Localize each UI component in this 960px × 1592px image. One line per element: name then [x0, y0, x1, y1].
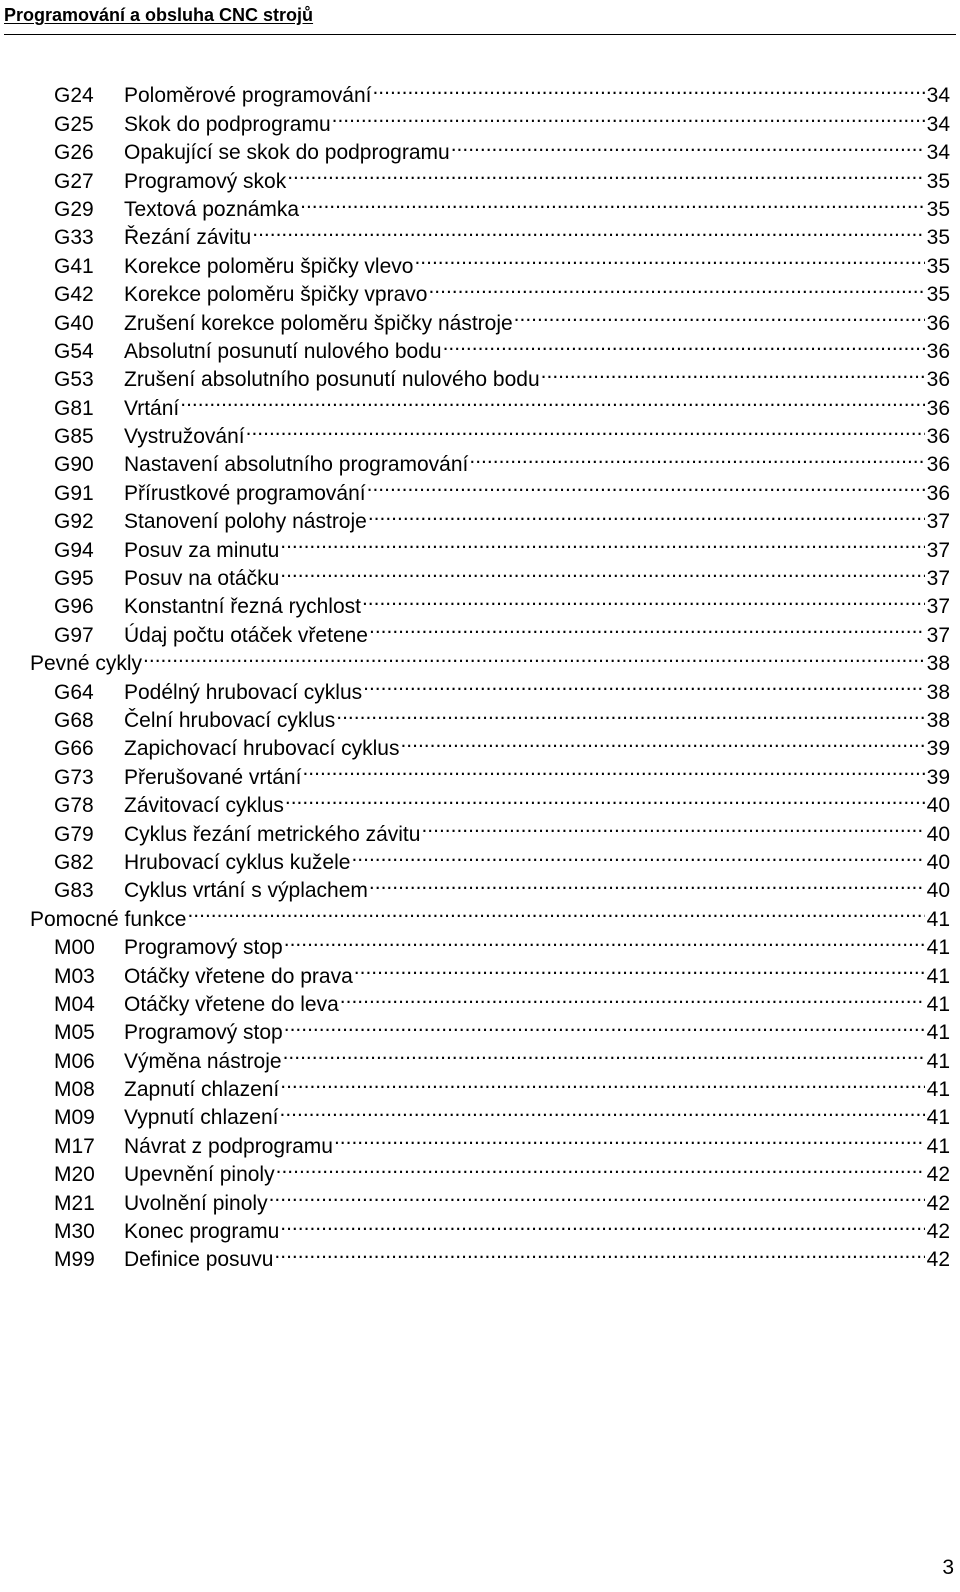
toc-entry-page: 41 [926, 964, 950, 988]
toc-entry-code: M09 [54, 1106, 95, 1130]
toc-entry-title: Zapichovací hrubovací cyklus [124, 737, 400, 761]
toc-dot-leader [362, 670, 925, 698]
toc-entry-code: G90 [54, 453, 94, 477]
toc-entry-code: G33 [54, 226, 94, 250]
toc-entry-code: M03 [54, 964, 95, 988]
toc-entry-code: G96 [54, 595, 94, 619]
toc-entry-code: G54 [54, 339, 94, 363]
toc-dot-leader [279, 1068, 924, 1096]
toc-dot-leader [366, 471, 925, 499]
toc-entry-page: 36 [926, 396, 950, 420]
toc-dot-leader [284, 784, 925, 812]
toc-entry-page: 42 [926, 1191, 950, 1215]
toc-entry-title: Zapnutí chlazení [124, 1078, 280, 1102]
toc-entry-title: Údaj počtu otáček vřetene [124, 623, 368, 647]
toc-entry-code: M99 [54, 1248, 95, 1272]
toc-entry-page: 41 [926, 1134, 950, 1158]
toc-dot-leader [427, 273, 924, 301]
toc-entry-title: Hrubovací cyklus kužele [124, 850, 351, 874]
toc-entry-code: G64 [54, 680, 94, 704]
toc-entry-code: M05 [54, 1021, 95, 1045]
toc-entry-code: M06 [54, 1049, 95, 1073]
toc-entry-title: Textová poznámka [124, 197, 300, 221]
toc-entry-code: M17 [54, 1134, 95, 1158]
toc-entry-title: Programový skok [124, 169, 287, 193]
toc-dot-leader [361, 585, 925, 613]
toc-entry-title: Programový stop [124, 936, 283, 960]
toc-entry-title: Konec programu [124, 1220, 280, 1244]
toc-entry-title: Návrat z podprogramu [124, 1134, 333, 1158]
toc-entry-title: Podélný hrubovací cyklus [124, 680, 363, 704]
toc-dot-leader [450, 131, 925, 159]
toc-entry-page: 41 [926, 1021, 950, 1045]
toc-entry-title: Zrušení korekce poloměru špičky nástroje [124, 311, 513, 335]
toc-entry-code: G40 [54, 311, 94, 335]
toc-entry-page: 35 [926, 226, 950, 250]
toc-entry-page: 37 [926, 595, 950, 619]
toc-entry-code: G78 [54, 794, 94, 818]
toc-entry-title: Opakující se skok do podprogramu [124, 141, 450, 165]
toc-entry-title: Korekce poloměru špičky vpravo [124, 283, 428, 307]
toc-entry-title: Pevné cykly [30, 652, 143, 676]
toc-entry-page: 42 [926, 1220, 950, 1244]
toc-entry-title: Čelní hrubovací cyklus [124, 708, 336, 732]
toc-entry-code: G27 [54, 169, 94, 193]
toc-dot-leader [283, 926, 925, 954]
toc-entry-code: M20 [54, 1163, 95, 1187]
toc-entry-code: G68 [54, 708, 94, 732]
toc-entry-page: 36 [926, 481, 950, 505]
toc-entry-title: Posuv za minutu [124, 538, 280, 562]
toc-dot-leader [367, 500, 925, 528]
toc-entry-page: 36 [926, 368, 950, 392]
toc-entry-code: G53 [54, 368, 94, 392]
toc-dot-leader [279, 557, 924, 585]
toc-entry-title: Definice posuvu [124, 1248, 274, 1272]
toc-entry-page: 35 [926, 197, 950, 221]
toc-entry-title: Cyklus vrtání s výplachem [124, 879, 368, 903]
toc-dot-leader [399, 727, 924, 755]
toc-entry-page: 41 [926, 936, 950, 960]
toc-entry-page: 34 [926, 112, 950, 136]
toc-entry-page: 37 [926, 538, 950, 562]
page-header-title: Programování a obsluha CNC strojů [4, 5, 314, 25]
toc-entry-code: M08 [54, 1078, 95, 1102]
toc-dot-leader [339, 983, 925, 1011]
toc-dot-leader [283, 1011, 925, 1039]
toc-dot-leader [299, 188, 925, 216]
toc-entry-page: 36 [926, 311, 950, 335]
toc-entry-page: 39 [926, 765, 950, 789]
toc-entry-page: 38 [926, 708, 950, 732]
toc-entry-code: M00 [54, 936, 95, 960]
toc-entry-code: G91 [54, 481, 94, 505]
toc-dot-leader [331, 102, 925, 130]
page-number: 3 [942, 1556, 954, 1579]
toc-entry-page: 35 [926, 169, 950, 193]
toc-dot-leader [368, 869, 925, 897]
toc-dot-leader [413, 244, 924, 272]
toc-entry-title: Zrušení absolutního posunutí nulového bodu [124, 368, 540, 392]
toc-entry-code: G97 [54, 623, 94, 647]
toc-entry-title: Absolutní posunutí nulového bodu [124, 339, 442, 363]
toc-entry-title: Cyklus řezání metrického závitu [124, 822, 421, 846]
toc-entry-title: Posuv na otáčku [124, 567, 280, 591]
toc-dot-leader [442, 330, 925, 358]
toc-dot-leader [353, 954, 925, 982]
toc-dot-leader [282, 1039, 925, 1067]
toc-entry-page: 35 [926, 254, 950, 278]
toc-entry-code: G94 [54, 538, 94, 562]
toc-entry-title: Přírustkové programování [124, 481, 366, 505]
toc-entry-title: Programový stop [124, 1021, 283, 1045]
toc-entry-title: Vystružování [124, 425, 245, 449]
toc-entry-title: Vypnutí chlazení [124, 1106, 279, 1130]
toc-entry-title: Korekce poloměru špičky vlevo [124, 254, 414, 278]
toc-entry-title: Nastavení absolutního programování [124, 453, 469, 477]
toc-entry-code: M04 [54, 992, 95, 1016]
toc-entry-page: 41 [926, 992, 950, 1016]
toc-entry-title: Pomocné funkce [30, 907, 187, 931]
toc-dot-leader [251, 216, 924, 244]
toc-entry-code: G24 [54, 84, 94, 108]
toc-entry-title: Poloměrové programování [124, 84, 372, 108]
toc-entry-code: G81 [54, 396, 94, 420]
toc-dot-leader [468, 443, 924, 471]
toc-entry-code: M30 [54, 1220, 95, 1244]
toc-entry[interactable] [30, 74, 950, 108]
toc-entry-page: 34 [926, 84, 950, 108]
toc-entry[interactable] [30, 670, 950, 704]
toc-entry-code: G73 [54, 765, 94, 789]
toc-entry-title: Skok do podprogramu [124, 112, 331, 136]
toc-entry-code: G85 [54, 425, 94, 449]
toc-dot-leader [540, 358, 925, 386]
toc-entry-code: G66 [54, 737, 94, 761]
toc-entry-page: 41 [926, 907, 950, 931]
toc-entry-page: 36 [926, 453, 950, 477]
header-divider [4, 34, 956, 35]
toc-entry-title: Závitovací cyklus [124, 794, 284, 818]
toc-entry-code: G41 [54, 254, 94, 278]
toc-entry-page: 42 [926, 1248, 950, 1272]
toc-dot-leader [333, 1124, 925, 1152]
toc-dot-leader [279, 1210, 924, 1238]
toc-entry-page: 34 [926, 141, 950, 165]
toc-entry-page: 37 [926, 510, 950, 534]
toc-entry-title: Výměna nástroje [124, 1049, 282, 1073]
toc-entry-code: G95 [54, 567, 94, 591]
toc-entry-title: Uvolnění pinoly [124, 1191, 268, 1215]
toc-dot-leader [335, 699, 924, 727]
toc-dot-leader [279, 1096, 925, 1124]
toc-entry-code: G83 [54, 879, 94, 903]
toc-entry-page: 42 [926, 1163, 950, 1187]
toc-entry-title: Otáčky vřetene do leva [124, 992, 339, 1016]
toc-entry-page: 40 [926, 794, 950, 818]
toc-entry-page: 36 [926, 425, 950, 449]
toc-entry-page: 37 [926, 567, 950, 591]
toc-entry-code: G29 [54, 197, 94, 221]
toc-dot-leader [273, 1238, 924, 1266]
toc-entry-page: 38 [926, 652, 950, 676]
toc-dot-leader [286, 159, 924, 187]
toc-entry[interactable] [30, 642, 950, 676]
toc-dot-leader [368, 613, 925, 641]
toc-entry-title: Konstantní řezná rychlost [124, 595, 361, 619]
toc-entry-title: Řezání závitu [124, 226, 252, 250]
toc-entry-code: G26 [54, 141, 94, 165]
toc-dot-leader [186, 897, 924, 925]
toc-dot-leader [301, 755, 924, 783]
toc-entry-title: Stanovení polohy nástroje [124, 510, 367, 534]
toc-entry-code: G42 [54, 283, 94, 307]
toc-dot-leader [350, 841, 924, 869]
toc-entry-page: 40 [926, 822, 950, 846]
toc-entry-title: Upevnění pinoly [124, 1163, 275, 1187]
toc-entry-code: G82 [54, 850, 94, 874]
toc-entry-page: 40 [926, 879, 950, 903]
toc-dot-leader [513, 301, 925, 329]
toc-dot-leader [142, 642, 925, 670]
table-of-contents [30, 74, 950, 1272]
toc-entry-title: Vrtání [124, 396, 180, 420]
toc-entry-page: 41 [926, 1106, 950, 1130]
toc-entry-page: 36 [926, 339, 950, 363]
toc-entry-title: Přerušované vrtání [124, 765, 302, 789]
toc-dot-leader [179, 386, 924, 414]
toc-entry-code: G25 [54, 112, 94, 136]
toc-entry-page: 39 [926, 737, 950, 761]
toc-dot-leader [420, 812, 924, 840]
toc-entry-page: 41 [926, 1078, 950, 1102]
toc-entry-page: 35 [926, 283, 950, 307]
toc-entry-page: 37 [926, 623, 950, 647]
toc-entry-title: Otáčky vřetene do prava [124, 964, 353, 988]
toc-entry-code: G79 [54, 822, 94, 846]
toc-entry-code: M21 [54, 1191, 95, 1215]
toc-dot-leader [245, 415, 925, 443]
toc-entry-page: 40 [926, 850, 950, 874]
toc-entry-code: G92 [54, 510, 94, 534]
toc-dot-leader [275, 1153, 925, 1181]
toc-dot-leader [371, 74, 924, 102]
toc-entry-page: 41 [926, 1049, 950, 1073]
toc-entry-page: 38 [926, 680, 950, 704]
toc-dot-leader [279, 528, 924, 556]
toc-dot-leader [268, 1181, 925, 1209]
